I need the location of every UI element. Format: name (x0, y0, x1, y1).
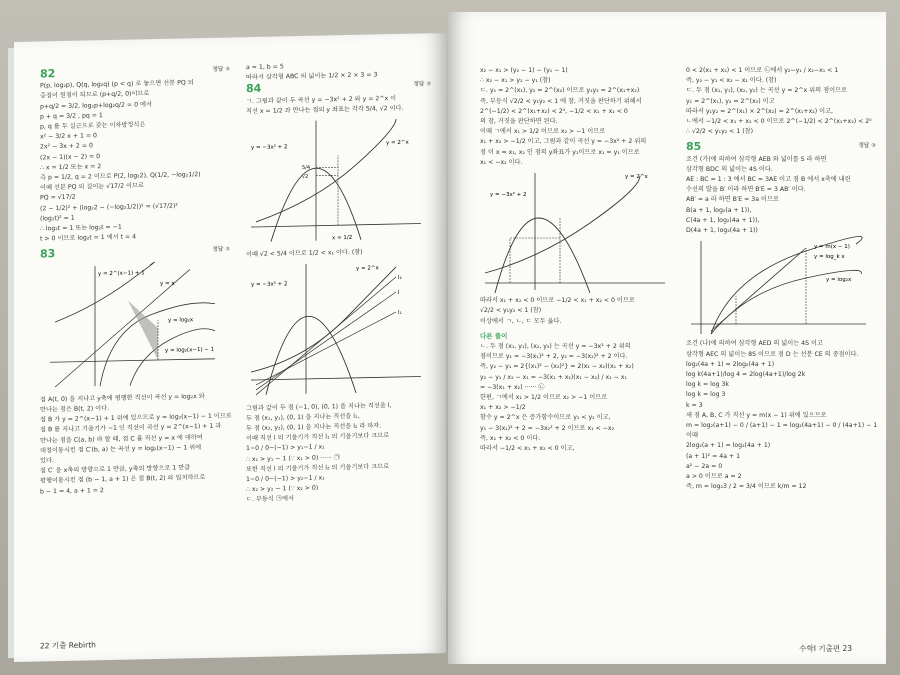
text-line: 평행이동시킨 점 (b − 1, a + 1) 은 점 B(t, 2) 와 일치하므로 (40, 474, 206, 485)
text-line: C(4a + 1, log₂(4a + 1)), (686, 216, 760, 224)
svg-text:x = 1/2: x = 1/2 (332, 234, 353, 242)
text-line: 1−0 / 0−(−1) > y₂−1 / x₂ (246, 474, 325, 484)
svg-text:y = 2^(x−1) + 1: y = 2^(x−1) + 1 (98, 269, 145, 277)
text-line: 중점이 원점이 되므로 (p+q/2, 0)이므로 (40, 90, 150, 100)
text-line: ∴ x = 1/2 또는 x = 2 (40, 163, 102, 172)
text-line: 즉, 부등식 √2/2 < y₁y₂ < 1 에 참, 거짓을 판단하기 위해서 (480, 97, 642, 105)
svg-text:y = log₂x: y = log₂x (168, 316, 194, 324)
text-line: PQ = √17/2 (40, 194, 76, 202)
text-line: 2x² − 3x + 2 = 0 (40, 142, 93, 151)
left-column-2 (246, 59, 431, 506)
text-line: 즉, m = log₂3 / 2 = 3/4 이므로 k/m = 12 (686, 483, 807, 491)
text-line: 수선의 발을 B′ 이라 하면 B′E = 3 AB′ 이다. (686, 186, 806, 194)
text-line: 또한 직선 l 의 기울기가 직선 l₂ 의 기울기보다 크므로 (246, 462, 390, 473)
footer-right: 수학Ⅰ 기출편 23 (799, 644, 852, 653)
right-column-1 (480, 66, 680, 454)
text-line: 점 B 를 지나고 기울기가 −1 인 직선이 곡선 y = 2^(x−1) + 1 과 (40, 423, 222, 434)
text-line: 이상에서 ㄱ, ㄴ, ㄷ 모두 옳다. (480, 317, 562, 325)
svg-text:l₂: l₂ (398, 275, 402, 282)
text-line: 이때 직선 l 의 기울기가 직선 l₁ 의 기울기보다 크므로 (246, 432, 390, 443)
text-line: 이때 (686, 432, 698, 440)
text-line: 0 < 2(x₁ + x₂) < 1 이므로 ㉡에서 y₂−y₁ / x₂−x₁ < 1 (686, 67, 839, 74)
text-line: 따라서 x₁ + x₂ < 0 이므로 −1/2 < x₁ + x₂ < 0 이므로 (480, 297, 635, 305)
svg-text:y = m(x − 1): y = m(x − 1) (814, 244, 850, 251)
text-line: 따라서 −1/2 < x₁ + x₂ < 0 이고, (480, 445, 575, 453)
text-line: AB′ = a 라 하면 B′E = 3a 이므로 (686, 196, 779, 204)
text-line: x₂ − x₁ > (y₂ − 1) − (y₁ − 1) (480, 67, 568, 74)
text-line: 두 점 (x₁, y₁), (0, 1) 을 지나는 직선을 l₁, (246, 412, 360, 422)
text-line: 점 이 x = x₁, x₂ 인 점의 y좌표가 y₁이므로 x₁ = y₁ 이므로 (480, 148, 640, 156)
text-line: 2^(−1/2) < 2^(x₁+x₂) < 2⁰, −1/2 < x₁ + x₂ < 0 (480, 107, 628, 115)
text-line: 즉 p = 1/2, q = 2 이므로 P(2, log₂2), Q(1/2, −log₂1/2) (40, 171, 201, 182)
text-line: p + q = 3/2 , pq = 1 (40, 111, 103, 121)
text-line: 조건 (나)에 의하여 삼각형 AED 의 넓이는 4S 이고 (686, 340, 823, 348)
text-line: 삼각형 AEC 의 넓이는 8S 이므로 점 D 는 선분 CE 의 중점이다. (686, 350, 859, 358)
text-line: 두 점 (x₂, y₂), (0, 1) 을 지나는 직선을 l₂ 라 하자. (246, 422, 382, 433)
graph-84b (246, 257, 426, 401)
text-line: 그림과 같이 두 점 (−1, 0), (0, 1) 을 지나는 직선을 l, (246, 401, 392, 412)
text-line: log k = log 3 (686, 391, 726, 399)
text-line: ∴ x₁ > y₁ − 1 (∵ x₁ > 0) ······ ㉠ (246, 453, 341, 463)
text-line: 점 A(t, 0) 을 지나고 y축에 평행한 직선이 곡선 y = log₂x 와 (40, 392, 205, 404)
graph-84c (480, 168, 670, 293)
text-line: 즉, y₂ − y₁ = 2{(x₁)² − (x₂)²} = 2(x₁ − x₂)(x₁ + x₂) (480, 363, 634, 371)
text-line: ㄱ. 그림과 같이 두 곡선 y = −3x² + 2 와 y = 2^x 이 (246, 94, 397, 105)
text-line: 만나는 점을 C(a, b) 라 할 때, 점 C 를 직선 y = x 에 대하여 (40, 433, 203, 445)
svg-text:l₁: l₁ (398, 310, 402, 317)
text-line: √2/2 < y₁y₂ < 1 (참) (480, 307, 542, 315)
text-line: x₁ < −x₂ 이다. (480, 158, 523, 166)
svg-text:y = log_k x: y = log_k x (814, 254, 845, 261)
text-line: 함수 y = 2^x 은 증가함수이므로 y₁ < y₂ 이고, (480, 414, 611, 422)
svg-text:y = 2^x: y = 2^x (625, 174, 648, 181)
text-line: 점 C′ 을 x축의 방향으로 1 만큼, y축의 방향으로 1 만큼 (40, 464, 191, 475)
text-line: AE : BC = 1 : 3 에서 BC = 3AE 이고 점 B 에서 x축에 내린 (686, 176, 851, 184)
text-line: a = 1, b = 5 (246, 63, 284, 72)
problem-84-number: 84 정답 ③ (246, 81, 431, 96)
text-line: 대칭이동시킨 점 C′(b, a) 는 곡선 y = log₂(x−1) − 1 위에 (40, 443, 202, 455)
svg-text:5/4: 5/4 (302, 164, 311, 171)
text-line: p+q/2 = 3/2, log₂p+log₂q/2 = 0 에서 (40, 100, 152, 111)
text-line: a > 0 이므로 a = 2 (686, 473, 742, 481)
svg-text:y = x: y = x (160, 280, 175, 287)
svg-text:l: l (398, 290, 400, 297)
problem-82-number: 82 정답 ③ (40, 66, 230, 81)
text-line: ㄷ. 부등식 ㉠에서 (246, 495, 294, 504)
text-line: ㄴ. 두 점 (x₁, y₁), (x₂, y₂) 는 곡선 y = −3x² + 2 위의 (480, 343, 631, 351)
text-line: 직선 x = 1/2 과 만나는 점의 y 좌표는 각각 5/4, √2 이다. (246, 104, 404, 115)
text-line: ∴ √2/2 < y₁y₂ < 1 (참) (686, 128, 754, 136)
problem-83-number: 83 정답 ③ (40, 246, 230, 261)
text-line: 따라서 삼각형 ABC 의 넓이는 1/2 × 2 × 3 = 3 (246, 71, 378, 82)
text-line: 세 점 A, B, C 가 직선 y = m(x − 1) 위에 있으므로 (686, 411, 827, 419)
text-line: (2 − 1/2)² + (log₂2 − (−log₂1/2))² = (√17/2)² (40, 202, 178, 213)
text-line: B(a + 1, log₂(a + 1)), (686, 206, 752, 214)
svg-text:y = −3x² + 2: y = −3x² + 2 (490, 192, 527, 199)
text-line: = −3(x₁ + x₂) ······ ㉡ (480, 383, 545, 391)
text-line: y₂ − y₁ / x₂ − x₁ = −3(x₁ + x₂)(x₁ − x₂) / x₂ − x₁ (480, 373, 627, 381)
text-line: log k(4a+1)/log 4 = 2log(4a+1)/log 2k (686, 371, 806, 379)
text-line: 이때 ㄱ에서 x₁ > 1/2 이므로 x₂ > −1 이므로 (480, 128, 606, 136)
svg-text:√2: √2 (302, 173, 309, 180)
text-line: p, q 를 두 실근으로 갖는 이차방정식은 (40, 121, 146, 131)
text-line: 1−0 / 0−(−1) > y₁−1 / x₁ (246, 443, 325, 453)
left-page (14, 33, 446, 662)
text-line: 있다. (40, 457, 54, 465)
text-line: 만나는 점은 B(t, 2) 이다. (40, 405, 110, 414)
text-line: 삼각형 BDC 의 넓이는 4S 이다. (686, 165, 773, 173)
text-line: 의 참, 거짓을 판단하면 된다. (480, 118, 558, 126)
text-line: a² − 2a = 0 (686, 462, 723, 470)
text-line: ∴ log₂t = 1 또는 log₂t = −1 (40, 223, 122, 233)
text-line: 따라서 y₁y₂ = 2^(x₁) × 2^(x₂) = 2^(x₁+x₂) 이고, (686, 107, 834, 115)
text-line: y₁ = 2^(x₁), y₂ = 2^(x₂) 이고 (686, 97, 775, 105)
text-line: (log₂t)² = 1 (40, 214, 75, 223)
text-line: 점 B 가 y = 2^(x−1) + 1 위에 있으므로 y = log₂(x−1) − 1 이므로 (40, 412, 232, 424)
text-line: ㄷ. y₁ = 2^(x₁), y₂ = 2^(x₂) 이므로 y₁y₂ = 2^(x₁+x₂) (480, 87, 640, 95)
text-line: 점이므로 y₁ = −3(x₁)² + 2, y₂ = −3(x₂)² + 2 이다. (480, 353, 628, 361)
text-line: 조건 (가)에 의하여 삼각형 AEB 와 넓이를 S 라 하면 (686, 155, 827, 163)
problem-85-number: 85 정답 ③ (686, 140, 876, 154)
text-line: log k = log 3k (686, 381, 730, 389)
text-line: t > 0 이므로 log₂t = 1 에서 t = 4 (40, 233, 137, 243)
text-line: log₂(4a + 1) = 2log₂(4a + 1) (686, 360, 775, 368)
text-line: y₁ − 3(x₁)² + 2 = −3x₂² + 2 이므로 x₁ < −x₂ (480, 424, 615, 432)
text-line: b − 1 = 4, a + 1 = 2 (40, 486, 104, 496)
text-line: ∴ x₂ > y₂ − 1 (∵ x₂ > 0) (246, 484, 319, 494)
svg-text:y = log₂x: y = log₂x (826, 277, 852, 284)
text-line: k = 3 (686, 401, 703, 409)
svg-text:y = 2^x: y = 2^x (386, 139, 409, 147)
footer-left: 22 기출 Rebirth (40, 640, 96, 651)
right-column-2 (686, 66, 876, 493)
text-line: 2log₂(a + 1) = log₂(4a + 1) (686, 442, 771, 450)
text-line: 즉, y₂ − y₁ < x₂ − x₁ 이다. (참) (686, 77, 777, 85)
text-line: (a + 1)² = 4a + 1 (686, 452, 741, 460)
graph-83 (40, 258, 220, 392)
text-line: ∴ x₂ − x₁ > y₂ − y₁ (참) (480, 77, 551, 85)
text-line: 이때 선분 PQ 의 길이는 √17/2 이므로 (40, 182, 144, 192)
graph-85 (686, 236, 871, 336)
svg-text:y = log₂(x−1) − 1: y = log₂(x−1) − 1 (165, 346, 215, 354)
text-line: 한편, ㄱ에서 x₁ > 1/2 이므로 x₂ > −1 이므로 (480, 394, 608, 402)
svg-text:y = −3x² + 2: y = −3x² + 2 (251, 281, 288, 289)
text-line: x₁ + x₂ > −1/2 이고, 그림과 같이 곡선 y = −3x² + 2 위의 (480, 138, 647, 146)
left-column-1 (40, 63, 230, 497)
text-line: ㄷ. 두 점 (x₁, y₁), (x₂, y₂) 는 곡선 y = 2^x 위의 점이므로 (686, 87, 848, 95)
text-line: (2x − 1)(x − 2) = 0 (40, 152, 101, 162)
text-line: m = log₂(a+1) − 0 / (a+1) − 1 = log₂(4a+1) − 0 / (4a+1) − 1 (686, 422, 878, 430)
graph-84a (246, 113, 426, 247)
text-line: x₁ + x₂ > −1/2 (480, 404, 526, 412)
text-line: x² − 3/2 x + 1 = 0 (40, 132, 97, 141)
alt-solution-label: 다른 풀이 (480, 331, 508, 340)
text-line: 이때 √2 < 5/4 이므로 1/2 < x₁ 이다. (참) (246, 248, 363, 259)
svg-text:y = −3x² + 2: y = −3x² + 2 (251, 144, 288, 152)
svg-text:y = 2^x: y = 2^x (356, 265, 379, 273)
text-line: 즉, x₁ + x₂ < 0 이다. (480, 434, 541, 442)
text-line: D(4a + 1, log₂(4a + 1)) (686, 227, 758, 235)
right-page (448, 12, 886, 664)
text-line: P(p, log₂p), Q(q, log₂q) (p < q) 로 놓으면 선분 PQ 의 (40, 79, 194, 90)
text-line: ㄴ에서 −1/2 < x₁ + x₂ < 0 이므로 2^(−1/2) < 2^(x₁+x₂) < 2⁰ (686, 118, 872, 126)
